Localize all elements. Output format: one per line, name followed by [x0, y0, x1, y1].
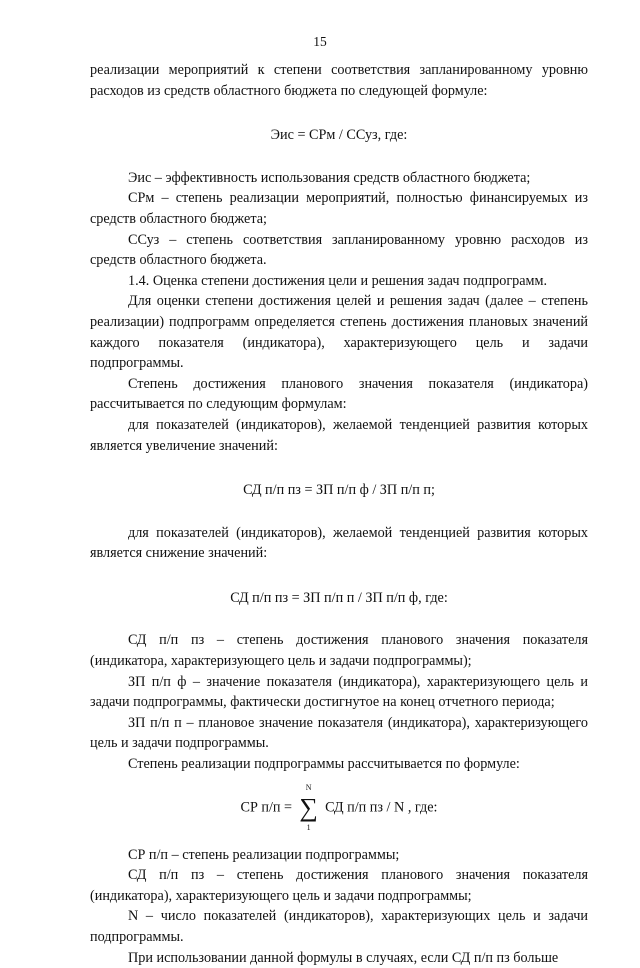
definition-srm: СРм – степень реализации мероприятий, полностью финансируемых из средств областного бюджета; — [90, 190, 588, 227]
definition-ssuz: ССуз – степень соответствия запланированному уровню расходов из средств областного бюджета. — [90, 231, 588, 269]
formula-increase: СД п/п пз = ЗП п/п ф / ЗП п/п п; — [243, 482, 435, 499]
paragraph: Для оценки степени достижения целей и решения задач (далее – степень реализации) подпрограмм определяется степень достижения плановых значений каждого показателя (индикатора), характеризующего цель и задачи подпрограммы. — [90, 293, 588, 372]
paragraph: реализации мероприятий к степени соответствия запланированному уровню расходов из средств областного бюджета по следующей формуле: — [90, 62, 588, 99]
sum-lower-limit: 1 — [306, 822, 311, 832]
section-heading: 1.4. Оценка степени достижения цели и решения задач подпрограмм. — [128, 272, 548, 289]
definition-sd: СД п/п пз – степень достижения планового значения показателя (индикатора), характеризующего цель и задачи подпрограммы; — [90, 867, 588, 904]
formula-right: СД п/п пз / N , где: — [325, 798, 438, 815]
paragraph: При использовании данной формулы в случаях, если СД п/п пз больше — [128, 949, 559, 966]
definition-n: N – число показателей (индикаторов), характеризующих цель и задачи подпрограммы. — [90, 908, 588, 945]
paragraph: для показателей (индикаторов), желаемой тенденцией развития которых является увеличение значений: — [90, 416, 588, 454]
definition-sr: СР п/п – степень реализации подпрограммы; — [128, 846, 400, 863]
formula-efficiency: Эис = СРм / ССуз, где: — [270, 127, 408, 144]
paragraph: Степень реализации подпрограммы рассчитывается по формуле: — [128, 756, 520, 773]
formula-subprogram-realization — [90, 782, 588, 832]
definition-eis: Эис – эффективность использования средств областного бюджета; — [128, 169, 531, 186]
sum-symbol — [298, 782, 320, 832]
sum-upper-limit: N — [305, 782, 312, 792]
definition-zp-p: ЗП п/п п – плановое значение показателя (индикатора), характеризующего цель и задачи подпрограммы. — [90, 714, 588, 752]
paragraph: Степень достижения планового значения показателя (индикатора) рассчитывается по следующим формулам: — [90, 375, 588, 413]
definition-zp-f: ЗП п/п ф – значение показателя (индикатора), характеризующего цель и задачи подпрограммы, фактически достигнутое на конец отчетного периода; — [90, 673, 588, 711]
document-body — [90, 60, 588, 968]
paragraph: для показателей (индикаторов), желаемой тенденцией развития которых является снижение значений: — [90, 524, 588, 562]
formula-decrease: СД п/п пз = ЗП п/п п / ЗП п/п ф, где: — [230, 589, 448, 606]
formula-left: СР п/п = — [240, 798, 293, 815]
sigma-symbol: ∑ — [299, 792, 318, 822]
definition-sd: СД п/п пз – степень достижения планового значения показателя (индикатора, характеризующего цель и задачи подпрограммы); — [90, 632, 588, 670]
page-number: 15 — [313, 34, 327, 49]
